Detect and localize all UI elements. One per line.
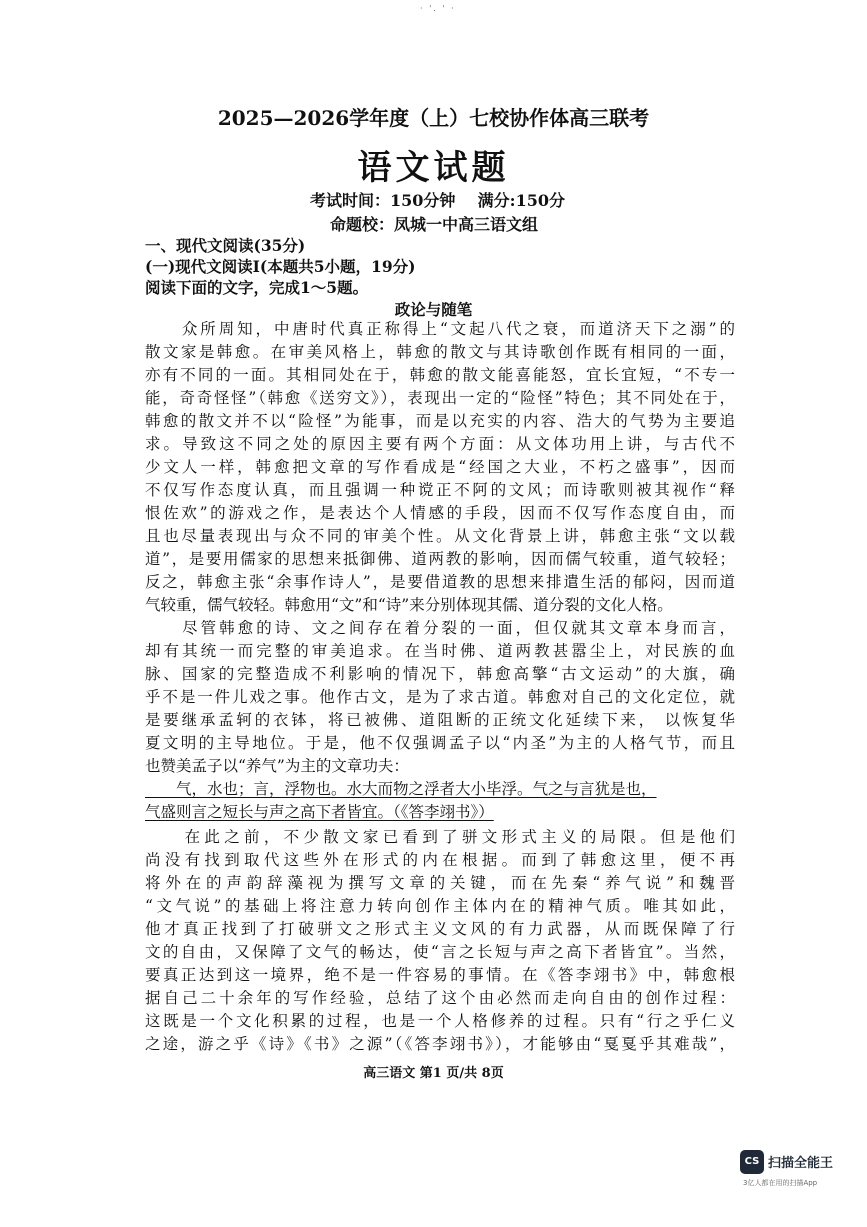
text-line: 反之，韩愈主张“余事作诗人”，是要借道教的思想来排遣生活的郁闷，因而道 — [145, 573, 735, 591]
text-line: 众所周知，中唐时代真正称得上“文起八代之衰，而道济天下之溺”的 — [145, 320, 735, 338]
text-line: 尚没有找到取代这些外在形式的内在根据。而到了韩愈这里，便不再 — [145, 851, 735, 869]
text-line: 夏文明的主导地位。于是，他不仅强调孟子以“内圣”为主的人格气节，而且 — [145, 734, 735, 752]
section-title: 一、现代文阅读(35分) — [145, 236, 306, 255]
page-footer: 高三语文 第1 页/共 8页 — [363, 1066, 504, 1081]
subject-title: 语文试题 — [357, 148, 510, 188]
text-line: 乎不是一件儿戏之事。他作古文，是为了求古道。韩愈对自己的文化定位，就 — [145, 688, 735, 706]
text-line: 脉、国家的完整造成不利影响的情况下，韩愈高擎“古文运动”的大旗，确 — [145, 665, 735, 683]
text-line: 这既是一个文化积累的过程，也是一个人格修养的过程。只有“行之乎仁义 — [145, 1012, 735, 1030]
scanner-watermark-tagline: 3亿人都在用的扫描App — [743, 1179, 818, 1187]
text-line: 尽管韩愈的诗、文之间存在着分裂的一面，但仅就其文章本身而言， — [145, 619, 735, 637]
text-line: 恨佐欢”的游戏之作，是表达个人情感的手段，因而不仅写作态度自由，而 — [145, 504, 735, 522]
section-instruction: 阅读下面的文字，完成1～5题。 — [145, 278, 369, 297]
scanner-watermark-name: 扫描全能王 — [768, 1156, 834, 1171]
text-line: 将外在的声韵辞藻视为撰写文章的关键，而在先秦“养气说”和魏晋 — [145, 874, 735, 892]
text-line: 不仅写作态度认真，而且强调一种谠正不阿的文风；而诗歌则被其视作“释 — [145, 481, 735, 499]
exam-school: 命题校：凤城一中高三语文组 — [330, 215, 539, 234]
text-line: 散文家是韩愈。在审美风格上，韩愈的散文与其诗歌创作既有相同的一面， — [145, 343, 735, 361]
exam-title: 2025—2026学年度（上）七校协作体高三联考 — [217, 106, 650, 130]
text-line: 能，奇奇怪怪”（韩愈《送穷文》），表现出一定的“险怪”特色；其不同处在于， — [145, 389, 735, 407]
camscanner-logo-icon: CS — [740, 1150, 764, 1174]
text-line: 道”，是要用儒家的思想来抵御佛、道两教的影响，因而儒气较重，道气较轻； — [145, 550, 735, 568]
text-line: “文气说”的基础上将注意力转向创作主体内在的精神气质。唯其如此， — [145, 897, 735, 915]
page-mark: · '. ' · — [420, 4, 456, 13]
text-line: 他才真正找到了打破骈文之形式主义文风的有力武器，从而既保障了行 — [145, 920, 735, 938]
text-line: 也赞美孟子以“养气”为主的文章功夫： — [145, 757, 409, 775]
text-line: 少文人一样，韩愈把文章的写作看成是“经国之大业，不朽之盛事”，因而 — [145, 458, 735, 476]
quote-line: 气，水也；言，浮物也。水大而物之浮者大小毕浮。气之与言犹是也， — [145, 780, 657, 798]
text-line: 是要继承孟轲的衣钵，将已被佛、道阻断的正统文化延续下来， 以恢复华 — [145, 711, 735, 729]
text-line: 亦有不同的一面。其相同处在于，韩愈的散文能喜能怒，宜长宜短，“不专一 — [145, 366, 735, 384]
text-line: 之途，游之乎《诗》《书》之源”（《答李翊书》），才能够由“戛戛乎其难哉”， — [145, 1035, 735, 1053]
text-line: 要真正达到这一境界，绝不是一件容易的事情。在《答李翊书》中，韩愈根 — [145, 966, 735, 984]
text-line: 在此之前，不少散文家已看到了骈文形式主义的局限。但是他们 — [145, 828, 735, 846]
text-line: 求。导致这不同之处的原因主要有两个方面：从文体功用上讲，与古代不 — [145, 435, 735, 453]
exam-info: 考试时间：150分钟 满分:150分 — [310, 191, 565, 210]
section-part: (一)现代文阅读Ⅰ(本题共5小题，19分) — [145, 257, 416, 276]
article-title: 政论与随笔 — [394, 300, 473, 319]
text-line: 韩愈的散文并不以“险怪”为能事，而是以充实的内容、浩大的气势为主要追 — [145, 412, 735, 430]
text-line: 且也尽量表现出与众不同的审美个性。从文化背景上讲，韩愈主张“文以载 — [145, 527, 735, 545]
text-line: 文的自由，又保障了文气的畅达，使“言之长短与声之高下者皆宜”。当然， — [145, 943, 735, 961]
text-line: 气较重，儒气较轻。韩愈用“文”和“诗”来分别体现其儒、道分裂的文化人格。 — [145, 596, 673, 614]
quote-line: 气盛则言之短长与声之高下者皆宜。（《答李翊书》） — [145, 803, 494, 821]
text-line: 却有其统一而完整的审美追求。在当时佛、道两教甚嚣尘上，对民族的血 — [145, 642, 735, 660]
text-line: 据自己二十余年的写作经验，总结了这个由必然而走向自由的创作过程： — [145, 989, 735, 1007]
